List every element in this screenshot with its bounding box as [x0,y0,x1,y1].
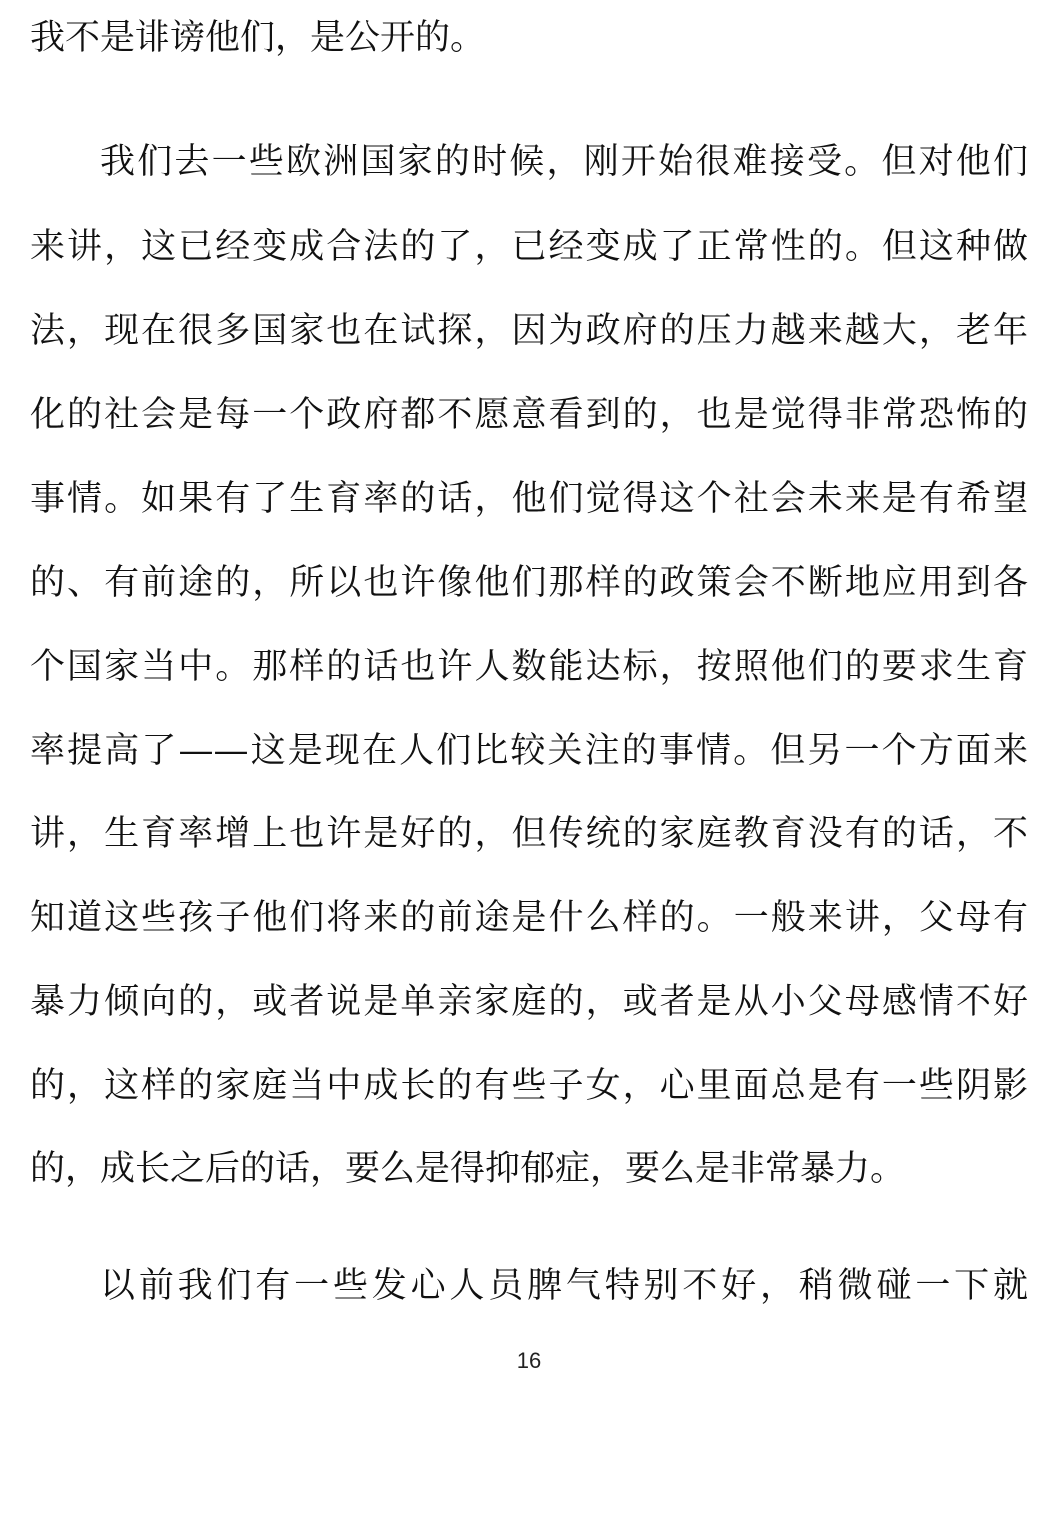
text-line: 法，现在很多国家也在试探，因为政府的压力越来越大，老年 [30,311,1028,351]
text-line: 事情。如果有了生育率的话，他们觉得这个社会未来是有希望 [30,479,1028,519]
text-line: 讲，生育率增上也许是好的，但传统的家庭教育没有的话，不 [30,814,1028,854]
text-line: 个国家当中。那样的话也许人数能达标，按照他们的要求生育 [30,647,1028,687]
text-line: 率提高了——这是现在人们比较关注的事情。但另一个方面来 [30,731,1028,771]
text-line: 的，这样的家庭当中成长的有些子女，心里面总是有一些阴影 [30,1066,1028,1106]
page-number: 16 [516,1348,542,1373]
text-line: 来讲，这已经变成合法的了，已经变成了正常性的。但这种做 [30,227,1028,267]
text-line: 知道这些孩子他们将来的前途是什么样的。一般来讲，父母有 [30,898,1028,938]
text-line: 的、有前途的，所以也许像他们那样的政策会不断地应用到各 [30,563,1028,603]
text-line: 我不是诽谤他们，是公开的。 [30,18,486,58]
text-line: 以前我们有一些发心人员脾气特别不好，稍微碰一下就 [100,1266,1028,1306]
text-line: 化的社会是每一个政府都不愿意看到的，也是觉得非常恐怖的 [30,395,1028,435]
text-line: 我们去一些欧洲国家的时候，刚开始很难接受。但对他们 [100,142,1028,182]
text-line: 的，成长之后的话，要么是得抑郁症，要么是非常暴力。 [30,1149,906,1189]
text-line: 暴力倾向的，或者说是单亲家庭的，或者是从小父母感情不好 [30,982,1028,1022]
